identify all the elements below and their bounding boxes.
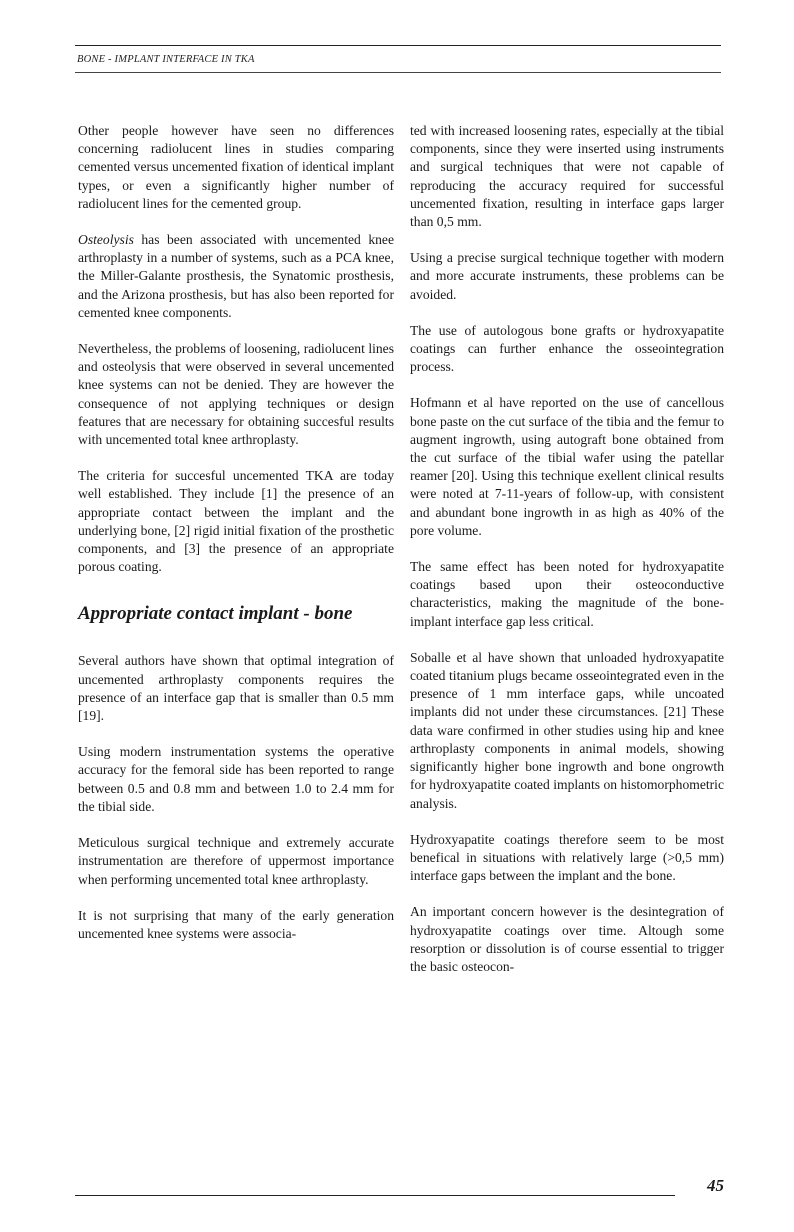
paragraph: ted with increased loosening rates, especially at the tibial components, since they were inserted using instruments and surgical techniques that were not capable of reproducing the accuracy required for successful uncemented fixation, resulting in interface gaps larger than 0,5 mm.: [410, 123, 724, 230]
paragraph-text: has been associated with uncemented knee arthroplasty in a number of systems, such as a PCA knee, the Miller-Galante prosthesis, the Synatomic prosthesis, and the Arizona prosthesis, but has also been reported for cemented knee components.: [78, 232, 394, 320]
header-bottom-rule: [75, 72, 721, 73]
paragraph: Other people however have seen no differences concerning radiolucent lines in studies comparing cemented versus uncemented fixation of identical implant types, or even a significantly higher number of radiolucent lines for the cemented group.: [78, 123, 394, 211]
section-heading: Appropriate contact implant - bone: [78, 603, 353, 625]
paragraph: Soballe et al have shown that unloaded hydroxyapatite coated titanium plugs became osseointegrated even in the presence of 1 mm interface gaps, while uncoated implants did not under these circumstances. [21] These data ware confirmed in other studies using hip and knee arthroplasty components in animal models, showing significantly higher bone ingrowth and bone ongrowth for hydroxyapatite coated implants on histomorphometric analysis.: [410, 649, 724, 811]
footer-rule: [75, 1195, 675, 1196]
paragraph: An important concern however is the desintegration of hydroxyapatite coatings over time. Altough some resorption or dissolution is of course essential to trigger the basic osteocon-: [410, 904, 724, 974]
paragraph: It is not surprising that many of the early generation uncemented knee systems were associa-: [78, 907, 394, 941]
page-number: 45: [707, 1176, 724, 1195]
paragraph: Hofmann et al have reported on the use of cancellous bone paste on the cut surface of the tibia and the femur to augment ingrowth, using autograft bone obtained from the cut surface of the tibial wafer using the patellar reamer [20]. Using this technique exellent clinical results were noted at 7-11-years of follow-up, with consistent and abundant bone ingrowth in as high as 40% of the pore volume.: [410, 395, 724, 538]
paragraph: The same effect has been noted for hydroxyapatite coatings based upon their osteoconductive characteristics, making the magnitude of the bone-implant interface gap less critical.: [410, 559, 724, 629]
osteolysis-term: Osteolysis: [78, 232, 134, 248]
paragraph: Several authors have shown that optimal integration of uncemented arthroplasty components requires the presence of an interface gap that is smaller than 0.5 mm [19].: [78, 653, 394, 724]
paragraph: Using a precise surgical technique together with modern and more accurate instruments, these problems can be avoided.: [410, 250, 724, 302]
running-head: BONE - IMPLANT INTERFACE IN TKA: [77, 54, 255, 65]
paragraph: The use of autologous bone grafts or hydroxyapatite coatings can further enhance the osseointegration process.: [410, 322, 724, 375]
paragraph-osteolysis: [78, 231, 394, 322]
left-column: [78, 122, 394, 961]
paragraph: The criteria for succesful uncemented TKA are today well established. They include [1] the presence of an appropriate contact between the implant and the underlying bone, [2] rigid initial fixation of the prosthetic components, and [3] the presence of an appropriate porous coating.: [78, 468, 394, 575]
paragraph: Using modern instrumentation systems the operative accuracy for the femoral side has been reported to range between 0.5 and 0.8 mm and between 1.0 to 2.4 mm for the tibial side.: [78, 744, 394, 814]
paragraph: Hydroxyapatite coatings therefore seem to be most benefical in situations with relatively large (>0,5 mm) interface gaps between the implant and the bone.: [410, 831, 724, 884]
paragraph: Meticulous surgical technique and extremely accurate instrumentation are therefore of uppermost importance when performing uncemented total knee arthroplasty.: [78, 835, 394, 887]
header-top-rule: [75, 45, 721, 46]
paragraph: Nevertheless, the problems of loosening, radiolucent lines and osteolysis that were observed in several uncemented knee systems can not be denied. They are however the consequence of not applying techniques or design features that are necessary for obtaining succesful results with uncemented total knee arthroplasty.: [78, 341, 394, 448]
right-column: [410, 122, 724, 994]
